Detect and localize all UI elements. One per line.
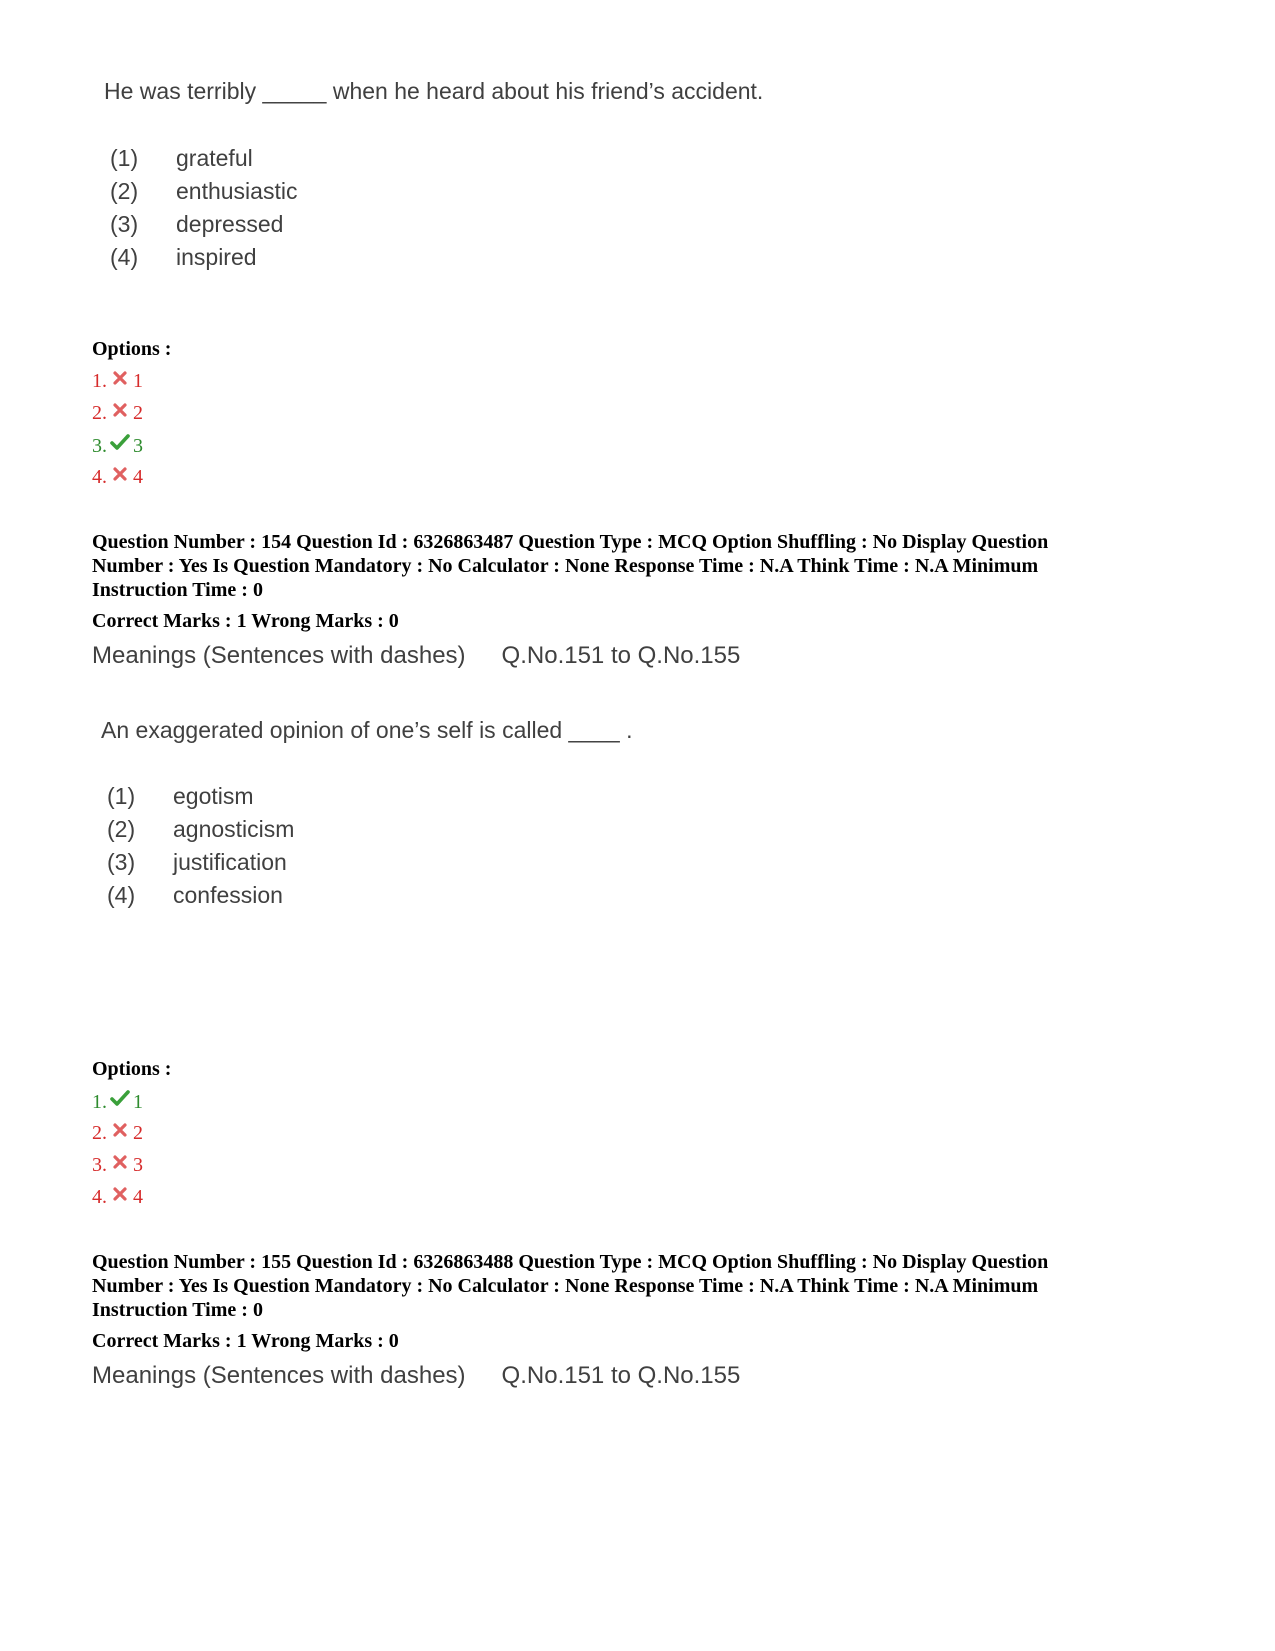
check-icon (109, 434, 131, 458)
section-header: Meanings (Sentences with dashes) Q.No.151 to Q.No.155 (92, 1362, 741, 1389)
question-meta: Question Number : 155 Question Id : 6326863488 Question Type : MCQ Option Shuffling : No Display Question Number : Yes Is Question Mandatory : No Calculator : None Response Time : N.A Think Time : N.A Minimum Instruction Time : 0 (92, 1251, 1049, 1321)
option-row: 2. 2 (92, 1122, 143, 1144)
options-heading: Options : (92, 1058, 172, 1080)
section-header: Meanings (Sentences with dashes) Q.No.151 to Q.No.155 (92, 642, 741, 669)
choice-item: (4) inspired (110, 244, 257, 270)
question-meta: Question Number : 154 Question Id : 6326863487 Question Type : MCQ Option Shuffling : No Display Question Number : Yes Is Question Mandatory : No Calculator : None Response Time : N.A Think Time : N.A Minimum Instruction Time : 0 (92, 531, 1049, 601)
cross-icon (109, 1154, 131, 1177)
check-icon (109, 1090, 131, 1114)
choice-item: (4) confession (107, 882, 283, 908)
question-stem: An exaggerated opinion of one’s self is called ____ . (101, 717, 633, 743)
cross-icon (109, 402, 131, 425)
cross-icon (109, 1186, 131, 1209)
options-heading: Options : (92, 338, 172, 360)
choice-item: (1) egotism (107, 783, 254, 809)
choice-item: (1) grateful (110, 145, 253, 171)
cross-icon (109, 370, 131, 393)
option-row: 3. 3 (92, 435, 143, 457)
choice-item: (2) enthusiastic (110, 178, 298, 204)
choice-item: (3) justification (107, 849, 287, 875)
cross-icon (109, 1122, 131, 1145)
choice-item: (3) depressed (110, 211, 284, 237)
marks-info: Correct Marks : 1 Wrong Marks : 0 (92, 610, 399, 632)
marks-info: Correct Marks : 1 Wrong Marks : 0 (92, 1330, 399, 1352)
cross-icon (109, 466, 131, 489)
option-row: 2. 2 (92, 402, 143, 424)
option-row: 1. 1 (92, 1091, 143, 1113)
question-stem: He was terribly _____ when he heard about his friend’s accident. (104, 78, 764, 104)
option-row: 4. 4 (92, 466, 143, 488)
option-row: 4. 4 (92, 1186, 143, 1208)
option-row: 1. 1 (92, 370, 143, 392)
option-row: 3. 3 (92, 1154, 143, 1176)
choice-item: (2) agnosticism (107, 816, 295, 842)
